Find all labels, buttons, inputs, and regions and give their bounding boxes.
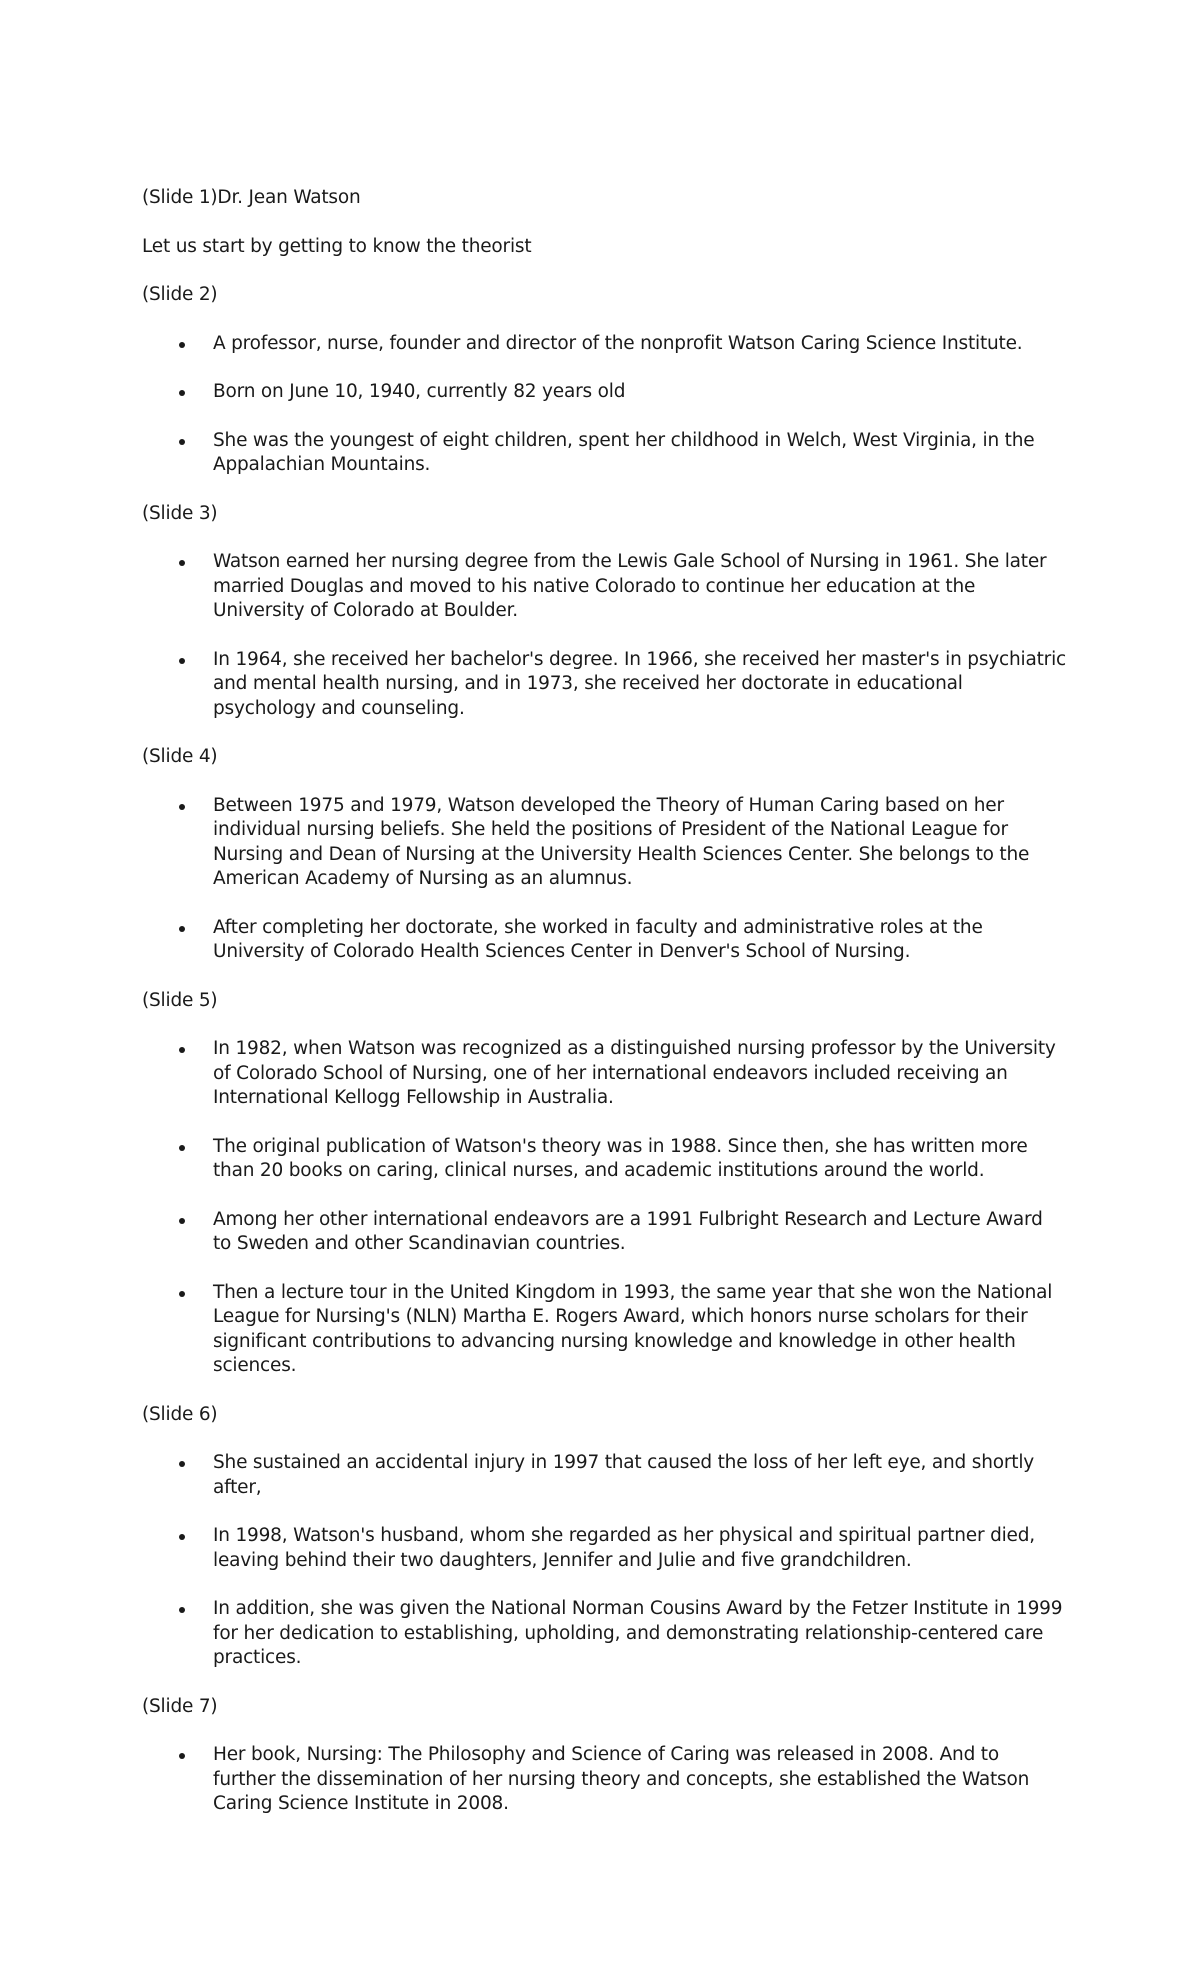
document-title: (Slide 1)Dr. Jean Watson — [142, 187, 361, 208]
bullet-item — [142, 916, 1066, 965]
bullet-item — [142, 550, 1066, 624]
intro-paragraph: Let us start by getting to know the theorist — [142, 235, 532, 257]
bullet-text: In 1982, when Watson was recognized as a distinguished nursing professor by the University of Colorado School of Nursing, one of her international endeavors included receiving an International Kellogg Fellowship in Australia. — [213, 1038, 1056, 1108]
slide-sections — [142, 283, 1066, 1817]
bullet-item — [142, 648, 1066, 722]
bullet-text: Her book, Nursing: The Philosophy and Science of Caring was released in 2008. And to further the dissemination of her nursing theory and concepts, she established the Watson Caring Science Institute in 2008. — [213, 1744, 1030, 1814]
slide-heading: (Slide 5) — [142, 989, 218, 1011]
bullet-item — [142, 1524, 1066, 1573]
bullet-item — [142, 429, 1066, 478]
bullet-list — [142, 1743, 1066, 1817]
bullet-text: In 1964, she received her bachelor's degree. In 1966, she received her master's in psychiatric and mental health nursing, and in 1973, she received her doctorate in educational psychology and counseling. — [213, 648, 1066, 719]
bullet-text: In 1998, Watson's husband, whom she regarded as her physical and spiritual partner died, leaving behind their two daughters, Jennifer and Julie and five grandchildren. — [213, 1525, 1035, 1571]
bullet-list — [142, 794, 1066, 965]
slide-heading: (Slide 4) — [142, 746, 218, 767]
bullet-item — [142, 794, 1066, 892]
bullet-text: Then a lecture tour in the United Kingdom in 1993, the same year that she won the National League for Nursing's (NLN) Martha E. Rogers Award, which honors nurse scholars for their significant contributions to advancing nursing knowledge and knowledge in other health sciences. — [213, 1281, 1053, 1376]
bullet-item — [142, 1451, 1066, 1500]
bullet-text: Between 1975 and 1979, Watson developed the Theory of Human Caring based on her individual nursing beliefs. She held the positions of President of the National League for Nursing and Dean of Nursing at the University Health Sciences Center. She belongs to the American Academy of Nursing as an alumnus. — [213, 794, 1030, 889]
bullet-item — [142, 1743, 1066, 1817]
slide-heading: (Slide 7) — [142, 1695, 218, 1717]
document-body — [142, 186, 1066, 1841]
bullet-list — [142, 1451, 1066, 1671]
bullet-item — [142, 1135, 1066, 1184]
bullet-text: After completing her doctorate, she worked in faculty and administrative roles at the University of Colorado Health Sciences Center in Denver's School of Nursing. — [213, 916, 983, 962]
bullet-item — [142, 1037, 1066, 1111]
bullet-text: A professor, nurse, founder and director of the nonprofit Watson Caring Science Institute. — [213, 332, 1023, 354]
bullet-item — [142, 1281, 1066, 1379]
bullet-text: Born on June 10, 1940, currently 82 years old — [213, 381, 626, 402]
bullet-list — [142, 550, 1066, 721]
slide-heading: (Slide 2) — [142, 284, 218, 305]
bullet-text: She sustained an accidental injury in 1997 that caused the loss of her left eye, and shortly after, — [213, 1452, 1035, 1498]
bullet-item — [142, 332, 1066, 357]
slide-heading: (Slide 6) — [142, 1403, 218, 1425]
bullet-text: Watson earned her nursing degree from the Lewis Gale School of Nursing in 1961. She later married Douglas and moved to his native Colorado to continue her education at the University of Colorado at Boulder. — [213, 551, 1047, 621]
bullet-list — [142, 1037, 1066, 1379]
bullet-text: She was the youngest of eight children, spent her childhood in Welch, West Virginia, in the Appalachian Mountains. — [213, 429, 1035, 475]
bullet-item — [142, 1597, 1066, 1671]
bullet-list — [142, 332, 1066, 478]
bullet-text: The original publication of Watson's theory was in 1988. Since then, she has written more than 20 books on caring, clinical nurses, and academic institutions around the world. — [213, 1135, 1028, 1181]
bullet-text: Among her other international endeavors are a 1991 Fulbright Research and Lecture Award to Sweden and other Scandinavian countries. — [213, 1208, 1043, 1254]
bullet-item — [142, 1208, 1066, 1257]
bullet-item — [142, 380, 1066, 405]
slide-heading: (Slide 3) — [142, 502, 218, 524]
bullet-text: In addition, she was given the National Norman Cousins Award by the Fetzer Institute in 1999 for her dedication to establishing, upholding, and demonstrating relationship-centered care practices. — [213, 1598, 1063, 1668]
